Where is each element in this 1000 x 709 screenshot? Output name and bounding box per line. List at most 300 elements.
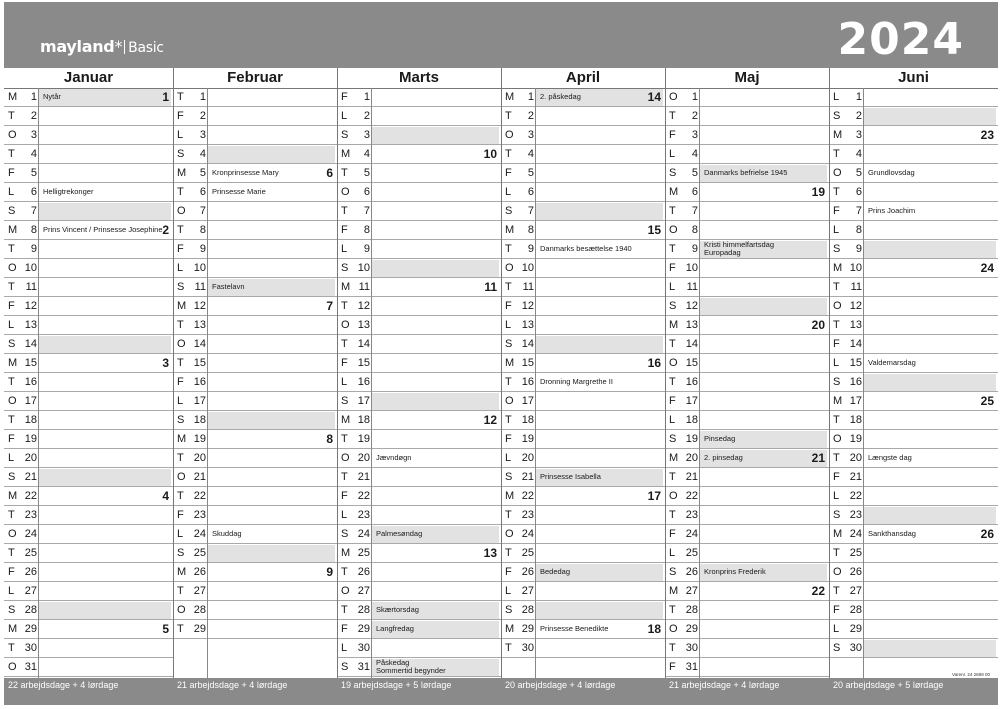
day-cell: [864, 89, 996, 106]
day-row: [501, 259, 665, 278]
day-number: 19: [357, 433, 370, 445]
day-cell: [208, 317, 335, 334]
day-number: 18: [193, 414, 206, 426]
day-cell: [864, 146, 996, 163]
day-number: 12: [24, 300, 37, 312]
day-number: 5: [855, 167, 862, 179]
day-number: 11: [358, 281, 370, 293]
year-title: 2024: [837, 14, 964, 65]
day-row: [501, 221, 665, 240]
day-number: 17: [193, 395, 206, 407]
day-row: [337, 601, 501, 620]
day-row: [501, 278, 665, 297]
day-row: [829, 392, 998, 411]
day-number: 16: [24, 376, 37, 388]
weekday-letter: L: [177, 528, 184, 540]
weekday-letter: T: [8, 509, 15, 521]
day-row: [337, 202, 501, 221]
day-cell: [536, 526, 663, 543]
day-number: 1: [363, 91, 370, 103]
day-row: [665, 88, 829, 107]
month-header: Marts: [337, 68, 501, 89]
day-cell: [700, 146, 827, 163]
day-number: 3: [199, 129, 206, 141]
calendar-grid: [4, 68, 998, 705]
day-cell: [372, 374, 499, 391]
day-number: 20: [521, 452, 534, 464]
day-row: [4, 430, 173, 449]
day-row: [829, 278, 998, 297]
month-summary: 20 arbejdsdage + 4 lørdage: [501, 678, 665, 705]
day-number: 8: [363, 224, 370, 236]
day-number: 28: [521, 604, 534, 616]
day-row: [4, 620, 173, 639]
day-row: [501, 430, 665, 449]
weekday-letter: T: [341, 167, 348, 179]
day-cell: [700, 640, 827, 657]
month-column-februar: [173, 68, 337, 705]
day-number: 31: [24, 661, 37, 673]
day-cell: [536, 203, 663, 220]
day-row: [337, 392, 501, 411]
day-row: [4, 259, 173, 278]
day-cell: [536, 146, 663, 163]
day-event: Nytår: [43, 92, 61, 101]
day-cell: [864, 583, 996, 600]
day-row: [4, 88, 173, 107]
day-number: 22: [685, 490, 698, 502]
week-number: 10: [483, 147, 497, 161]
day-cell: [864, 621, 996, 638]
day-number: 7: [30, 205, 37, 217]
day-event: Jævndøgn: [376, 453, 412, 462]
day-row: [173, 354, 337, 373]
day-cell: [39, 640, 171, 657]
week-number: 20: [811, 318, 825, 332]
day-number: 15: [357, 357, 370, 369]
day-cell: [864, 374, 996, 391]
weekday-letter: L: [341, 509, 348, 521]
day-cell: [536, 507, 663, 524]
weekday-letter: F: [505, 566, 512, 578]
weekday-letter: T: [8, 642, 15, 654]
weekday-letter: T: [8, 547, 15, 559]
day-row: [665, 145, 829, 164]
weekday-letter: L: [833, 490, 840, 502]
day-cell: [39, 317, 171, 334]
day-row: [501, 620, 665, 639]
date-divider-line: [863, 88, 864, 678]
weekday-letter: T: [833, 148, 840, 160]
day-cell: [39, 127, 171, 144]
day-cell: [864, 431, 996, 448]
weekday-letter: T: [341, 604, 348, 616]
weekday-letter: F: [8, 167, 15, 179]
weekday-letter: F: [669, 395, 676, 407]
day-cell: [372, 317, 499, 334]
day-number: 21: [685, 471, 698, 483]
day-row: [4, 639, 173, 658]
weekday-letter: M: [505, 91, 515, 103]
day-number: 26: [357, 566, 370, 578]
day-cell: [700, 127, 827, 144]
week-number: 22: [811, 584, 825, 598]
day-cell: [536, 355, 663, 372]
day-number: 21: [193, 471, 206, 483]
day-row: [829, 373, 998, 392]
day-row: [829, 506, 998, 525]
day-row: [173, 468, 337, 487]
day-number: 21: [24, 471, 37, 483]
weekday-letter: O: [833, 300, 842, 312]
day-number: 13: [193, 319, 206, 331]
day-row: [173, 335, 337, 354]
date-divider-line: [207, 88, 208, 678]
weekday-letter: L: [341, 243, 348, 255]
day-cell: [536, 127, 663, 144]
day-number: 4: [691, 148, 698, 160]
day-cell: [372, 336, 499, 353]
day-cell: [208, 108, 335, 125]
day-event: Dronning Margrethe II: [540, 377, 613, 386]
month-column-januar: [4, 68, 173, 705]
weekday-letter: O: [505, 129, 514, 141]
brand-name: mayland: [40, 37, 115, 56]
day-number: 29: [685, 623, 698, 635]
day-row: [665, 639, 829, 658]
day-event: Prinsesse Marie: [212, 187, 266, 196]
day-row: [665, 411, 829, 430]
day-cell: [39, 393, 171, 410]
day-number: 27: [193, 585, 206, 597]
day-row: [337, 487, 501, 506]
day-row: [501, 164, 665, 183]
day-number: 30: [521, 642, 534, 654]
day-row: [501, 525, 665, 544]
week-number: 21: [811, 451, 825, 465]
weekday-letter: T: [177, 91, 184, 103]
day-cell: [39, 336, 171, 353]
weekday-letter: T: [833, 452, 840, 464]
weekday-letter: T: [505, 376, 512, 388]
day-number: 5: [527, 167, 534, 179]
day-number: 3: [363, 129, 370, 141]
weekday-letter: S: [8, 338, 16, 350]
weekday-letter: O: [8, 528, 17, 540]
day-row: [173, 525, 337, 544]
day-number: 9: [199, 243, 206, 255]
weekday-letter: S: [833, 642, 841, 654]
brand-logo: [40, 37, 164, 56]
day-cell: [208, 336, 335, 353]
week-number: 3: [162, 356, 169, 370]
weekday-letter: F: [669, 262, 676, 274]
day-number: 1: [199, 91, 206, 103]
day-row: [4, 658, 173, 677]
day-row: [4, 563, 173, 582]
day-row: [665, 126, 829, 145]
day-cell: [700, 374, 827, 391]
day-number: 24: [24, 528, 37, 540]
month-header: April: [501, 68, 665, 89]
day-number: 18: [849, 414, 862, 426]
day-row: [829, 468, 998, 487]
day-cell: [208, 602, 335, 619]
weekday-letter: F: [341, 490, 348, 502]
day-number: 16: [193, 376, 206, 388]
day-number: 27: [849, 585, 862, 597]
weekday-letter: T: [177, 319, 184, 331]
month-header: Januar: [4, 68, 173, 89]
day-event: Skærtorsdag: [376, 605, 419, 614]
day-number: 8: [855, 224, 862, 236]
day-number: 4: [363, 148, 370, 160]
day-cell: [536, 165, 663, 182]
day-cell: [864, 298, 996, 315]
day-cell: [39, 526, 171, 543]
day-number: 17: [521, 395, 534, 407]
day-row: [501, 601, 665, 620]
day-number: 22: [193, 490, 206, 502]
day-number: 10: [849, 262, 862, 274]
day-number: 2: [199, 110, 206, 122]
day-cell: [208, 450, 335, 467]
weekday-letter: S: [669, 433, 677, 445]
day-number: 4: [527, 148, 534, 160]
weekday-letter: S: [833, 509, 841, 521]
day-row: [173, 563, 337, 582]
day-cell: [864, 241, 996, 258]
day-cell: [39, 108, 171, 125]
weekday-letter: L: [177, 262, 184, 274]
day-number: 23: [357, 509, 370, 521]
weekday-letter: M: [8, 357, 18, 369]
day-row: [501, 487, 665, 506]
day-number: 4: [30, 148, 37, 160]
day-row: [337, 240, 501, 259]
day-number: 14: [193, 338, 206, 350]
day-row: [829, 335, 998, 354]
day-row: [4, 278, 173, 297]
day-cell: [372, 640, 499, 657]
day-number: 6: [527, 186, 534, 198]
day-row: [501, 373, 665, 392]
day-row: [337, 297, 501, 316]
day-cell: [700, 203, 827, 220]
day-row: [501, 126, 665, 145]
day-number: 21: [357, 471, 370, 483]
day-row: [829, 525, 998, 544]
day-number: 9: [30, 243, 37, 255]
weekday-letter: T: [833, 414, 840, 426]
day-row: [829, 240, 998, 259]
day-row: [4, 411, 173, 430]
day-cell: [372, 184, 499, 201]
weekday-letter: O: [177, 604, 186, 616]
day-row: [829, 88, 998, 107]
day-cell: [372, 203, 499, 220]
weekday-letter: M: [341, 414, 351, 426]
day-number: 3: [691, 129, 698, 141]
weekday-letter: L: [505, 452, 512, 464]
day-number: 19: [24, 433, 37, 445]
day-number: 29: [521, 623, 534, 635]
day-row: [4, 221, 173, 240]
weekday-letter: S: [177, 148, 185, 160]
day-row: [665, 430, 829, 449]
day-number: 25: [193, 547, 206, 559]
weekday-letter: F: [669, 661, 676, 673]
weekday-letter: L: [8, 319, 15, 331]
day-row: [665, 297, 829, 316]
day-number: 22: [849, 490, 862, 502]
month-column-april: [501, 68, 665, 705]
day-row: [4, 449, 173, 468]
day-cell: [208, 203, 335, 220]
weekday-letter: F: [833, 604, 840, 616]
weekday-letter: F: [505, 167, 512, 179]
weekday-letter: O: [669, 623, 678, 635]
day-row: [665, 392, 829, 411]
day-row: [4, 335, 173, 354]
weekday-letter: F: [8, 300, 15, 312]
day-event: Fastelavn: [212, 282, 245, 291]
day-cell: [39, 564, 171, 581]
day-number: 25: [357, 547, 370, 559]
day-number: 31: [685, 661, 698, 673]
day-row: [337, 354, 501, 373]
weekday-letter: T: [8, 281, 15, 293]
weekday-letter: M: [833, 262, 843, 274]
day-row: [337, 658, 501, 677]
day-event: Pinsedag: [704, 434, 736, 443]
day-number: 6: [691, 186, 698, 198]
day-row: [173, 240, 337, 259]
weekday-letter: T: [669, 376, 676, 388]
weekday-letter: T: [669, 604, 676, 616]
day-row: [501, 107, 665, 126]
day-cell: [372, 507, 499, 524]
day-cell: [536, 336, 663, 353]
week-number: 1: [162, 90, 169, 104]
day-row: [337, 107, 501, 126]
day-cell: [536, 260, 663, 277]
day-cell: [700, 260, 827, 277]
month-column-marts: [337, 68, 501, 705]
day-row: [337, 88, 501, 107]
day-row: [337, 620, 501, 639]
day-cell: [208, 583, 335, 600]
day-cell: [700, 659, 827, 676]
day-number: 12: [193, 300, 206, 312]
weekday-letter: T: [505, 110, 512, 122]
weekday-letter: O: [669, 224, 678, 236]
weekday-letter: T: [669, 338, 676, 350]
day-cell: [864, 507, 996, 524]
day-cell: [700, 355, 827, 372]
day-number: 11: [25, 281, 37, 293]
day-number: 21: [849, 471, 862, 483]
day-cell: [700, 507, 827, 524]
week-number: 18: [647, 622, 661, 636]
day-row: [173, 506, 337, 525]
day-cell: [864, 336, 996, 353]
week-number: 15: [647, 223, 661, 237]
day-cell: [372, 431, 499, 448]
day-row: [829, 487, 998, 506]
weekday-letter: T: [177, 186, 184, 198]
month-summary: 21 arbejdsdage + 4 lørdage: [665, 678, 829, 705]
weekday-letter: L: [8, 186, 15, 198]
day-number: 16: [849, 376, 862, 388]
weekday-letter: L: [177, 395, 184, 407]
day-cell: [372, 222, 499, 239]
day-number: 24: [685, 528, 698, 540]
day-row: [337, 126, 501, 145]
weekday-letter: S: [505, 205, 513, 217]
weekday-letter: L: [669, 148, 676, 160]
weekday-letter: M: [341, 547, 351, 559]
day-cell: [39, 621, 171, 638]
day-row: [829, 316, 998, 335]
day-number: 16: [357, 376, 370, 388]
day-row: [501, 449, 665, 468]
month-divider-line: [173, 68, 174, 678]
day-row: [665, 544, 829, 563]
weekday-letter: L: [669, 281, 676, 293]
month-header: Juni: [829, 68, 998, 89]
day-row: [829, 107, 998, 126]
day-number: 25: [849, 547, 862, 559]
day-number: 30: [357, 642, 370, 654]
day-row: [4, 582, 173, 601]
day-number: 1: [30, 91, 37, 103]
weekday-letter: T: [177, 452, 184, 464]
day-cell: [864, 640, 996, 657]
day-number: 5: [199, 167, 206, 179]
month-header: Maj: [665, 68, 829, 89]
day-row: [829, 563, 998, 582]
day-row: [337, 544, 501, 563]
weekday-letter: S: [8, 604, 16, 616]
day-number: 28: [24, 604, 37, 616]
weekday-letter: F: [177, 243, 184, 255]
day-cell: [208, 507, 335, 524]
week-number: 2: [162, 223, 169, 237]
weekday-letter: O: [833, 566, 842, 578]
month-header: Februar: [173, 68, 337, 89]
day-cell: [700, 469, 827, 486]
day-event: Palmesøndag: [376, 529, 423, 538]
weekday-letter: O: [8, 262, 17, 274]
day-number: 23: [849, 509, 862, 521]
day-cell: [208, 488, 335, 505]
day-row: [4, 316, 173, 335]
day-row: [829, 354, 998, 373]
day-row: [501, 468, 665, 487]
day-number: 23: [685, 509, 698, 521]
day-row: [173, 221, 337, 240]
weekday-letter: M: [505, 357, 515, 369]
weekday-letter: M: [833, 129, 843, 141]
day-number: 24: [357, 528, 370, 540]
day-number: 28: [685, 604, 698, 616]
weekday-letter: F: [177, 110, 184, 122]
day-row: [501, 563, 665, 582]
weekday-letter: O: [833, 167, 842, 179]
day-number: 27: [685, 585, 698, 597]
day-number: 15: [849, 357, 862, 369]
